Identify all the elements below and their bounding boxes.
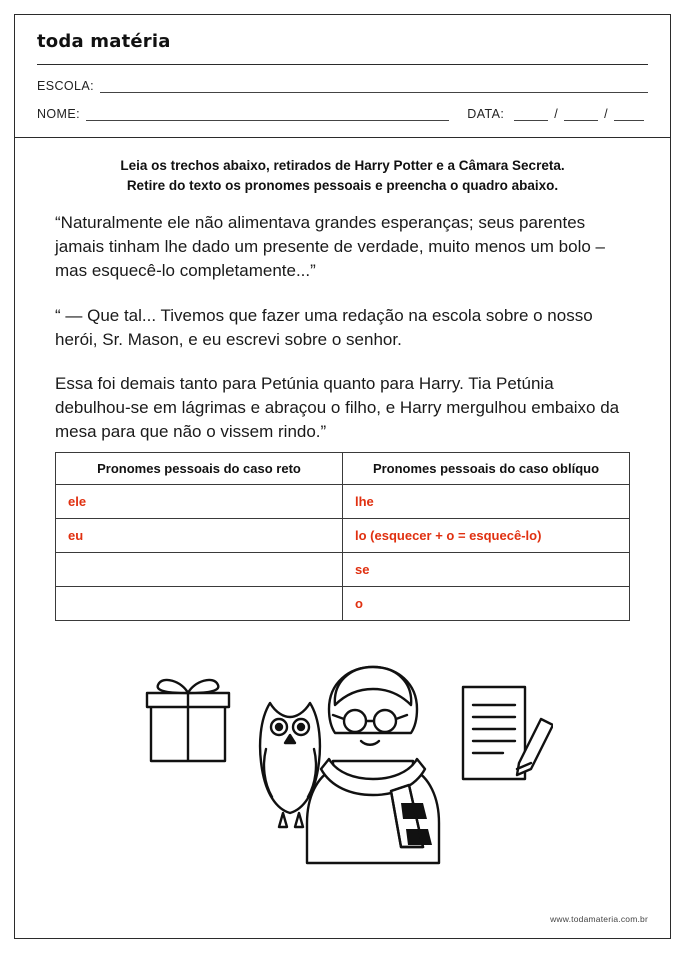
header-divider	[37, 64, 648, 65]
table-row	[56, 587, 630, 621]
data-slash-2: /	[604, 107, 608, 121]
escola-input-line[interactable]	[100, 80, 648, 93]
table-header-reto: Pronomes pessoais do caso reto	[56, 453, 343, 485]
excerpt-1: “Naturalmente ele não alimentava grandes esperanças; seus parentes jamais tinham lhe dado um presente de verdade, muito menos um bolo – mas esquecê-lo completamente...”	[55, 213, 605, 281]
cell-obliquo-3[interactable]: se	[343, 553, 630, 587]
data-label: DATA:	[467, 107, 505, 121]
data-slash-1: /	[554, 107, 559, 121]
student-fields	[15, 79, 670, 121]
escola-field-row	[37, 79, 648, 93]
gift-box-icon	[147, 680, 229, 761]
table-row	[56, 485, 630, 519]
pronouns-table-wrap	[15, 444, 670, 621]
cell-obliquo-2[interactable]: lo (esquecer + o = esquecê-lo)	[343, 519, 630, 553]
table-header-row	[56, 453, 630, 485]
worksheet-header	[15, 15, 670, 65]
data-month-line[interactable]	[564, 108, 598, 121]
worksheet-sheet	[14, 14, 671, 939]
instructions-line-2: Retire do texto os pronomes pessoais e preencha o quadro abaixo.	[126, 177, 559, 193]
harry-potter-illustration	[133, 643, 553, 873]
brand-logo: toda matéria	[37, 31, 171, 52]
cell-reto-1[interactable]: ele	[56, 485, 343, 519]
instructions-block	[15, 138, 670, 195]
table-row	[56, 519, 630, 553]
paper-and-pencil-icon	[463, 687, 553, 779]
excerpts-block	[15, 195, 670, 444]
cell-reto-4[interactable]	[56, 587, 343, 621]
nome-input-line[interactable]	[86, 108, 449, 121]
cell-obliquo-1[interactable]: lhe	[343, 485, 630, 519]
escola-label: ESCOLA:	[37, 79, 94, 93]
excerpt-2: “ — Que tal... Tivemos que fazer uma redação na escola sobre o nosso herói, Sr. Mason, e eu escrevi sobre o senhor.	[55, 305, 593, 349]
cell-obliquo-4[interactable]: o	[343, 587, 630, 621]
data-field-group	[467, 107, 648, 121]
table-header-obliquo: Pronomes pessoais do caso oblíquo	[343, 453, 630, 485]
nome-label: NOME:	[37, 107, 80, 121]
excerpt-3: Essa foi demais tanto para Petúnia quanto para Harry. Tia Petúnia debulhou-se em lágrimas e abraçou o filho, e Harry mergulhou embaixo da mesa para que não o vissem rindo.”	[55, 373, 620, 441]
data-year-line[interactable]	[614, 108, 644, 121]
data-day-line[interactable]	[514, 108, 548, 121]
illustration-block	[15, 643, 670, 873]
pronouns-table	[55, 452, 630, 621]
instructions-line-1: Leia os trechos abaixo, retirados de Harry Potter e a Câmara Secreta.	[120, 158, 565, 173]
cell-reto-2[interactable]: eu	[56, 519, 343, 553]
table-row	[56, 553, 630, 587]
footer-url: www.todamateria.com.br	[550, 914, 648, 924]
cell-reto-3[interactable]	[56, 553, 343, 587]
nome-data-field-row	[37, 107, 648, 121]
